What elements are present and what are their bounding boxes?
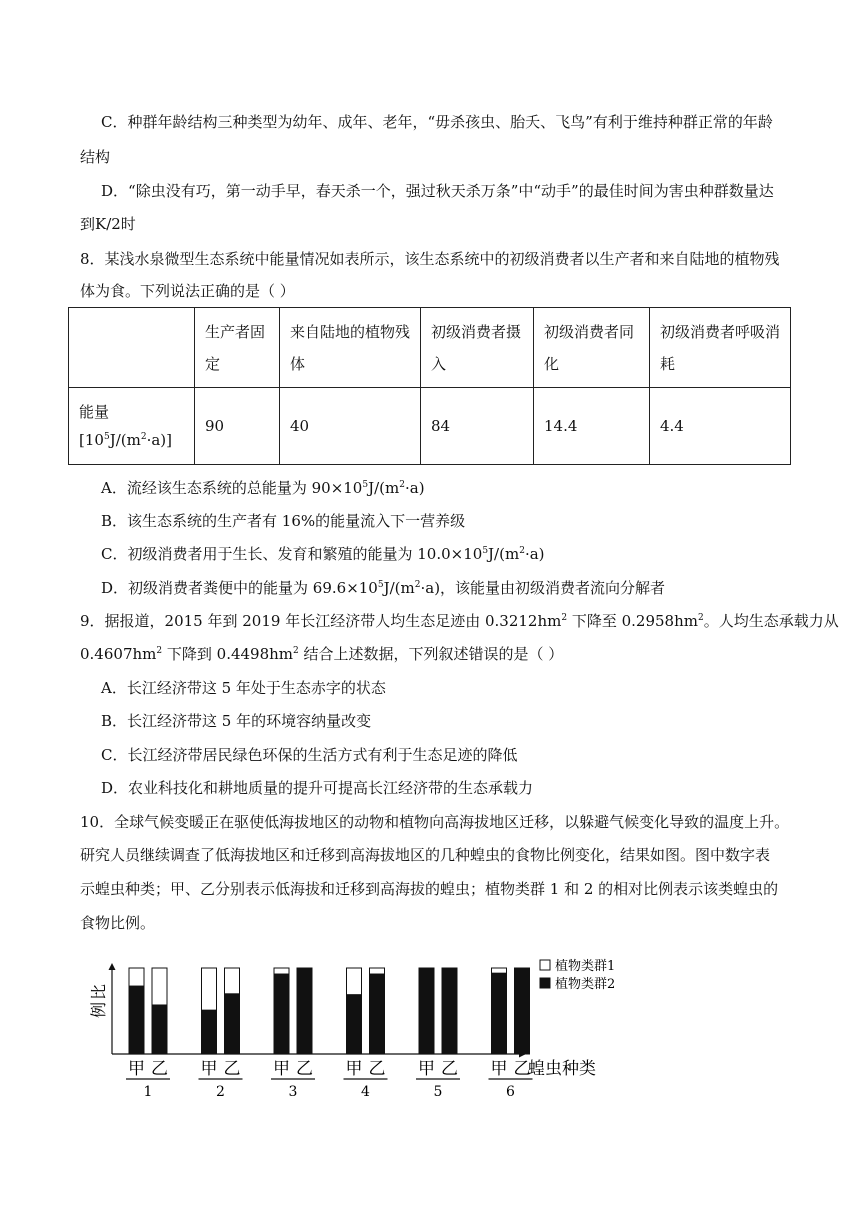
q8-option-c: C．初级消费者用于生长、发育和繁殖的能量为 $10.0\times 10^5J/(m^2\cdot a)$ [101,545,545,563]
q9-stem-line2: $0.4607hm^2$ 下降到 $0.4498hm^2$ 结合上述数据，下列叙述错误的是（ ） [80,645,564,663]
energy-value-respiration: 4.4 [650,388,791,465]
energy-table-header-intake: 初级消费者摄入 [421,308,534,388]
q10-stem-line2: 研究人员继续调查了低海拔地区和迁移到高海拔地区的几种蝗虫的食物比例变化，结果如图。图中数字表 [80,846,771,864]
q9-option-b: B．长江经济带这 5 年的环境容纳量改变 [101,712,372,730]
q8-option-b: B．该生态系统的生产者有 16%的能量流入下一营养级 [101,512,466,530]
x-group-label: 6 [506,1084,515,1098]
bar-group1 [129,968,144,986]
x-group-label: 4 [361,1084,370,1098]
bar-group2 [152,1005,167,1054]
bar-group2 [297,969,312,1054]
q10-stem-line4: 食物比例。 [80,914,156,932]
bar-group1 [202,968,217,1010]
bar-group1 [515,968,530,969]
x-subcategory-label: 乙 [223,1059,241,1079]
bar-group2 [225,994,240,1054]
bar-group2 [419,969,434,1054]
x-subcategory-label: 甲 [200,1059,218,1079]
q8-option-a: A．流经该生态系统的总能量为 $90\times 10^5J/(m^2\cdot a)$ [101,479,425,497]
bar-group2 [274,974,289,1054]
bar-group2 [129,986,144,1054]
energy-value-land-residue: 40 [280,388,421,465]
energy-label: 能量 [79,403,110,421]
q7-option-c-line2: 结构 [80,148,111,166]
energy-table-data-row [69,388,791,465]
x-axis-label: 蝗虫种类 [528,1059,596,1079]
bar-group1 [152,968,167,1005]
bar-group2 [347,995,362,1054]
y-axis-label: 比 [89,983,108,1001]
x-group-label: 2 [216,1084,225,1098]
x-group-label: 5 [433,1084,443,1098]
energy-table-header-row [69,308,791,388]
x-subcategory-label: 甲 [418,1059,435,1079]
energy-table-header-respiration: 初级消费者呼吸消耗 [650,308,791,388]
energy-unit: $[10^5J/(m^2\cdot a)]$ [79,431,172,449]
bar-group2 [370,974,385,1054]
bar-group1 [347,968,362,995]
q7-option-d-line1: D．“除虫没有巧，第一动手早，春天杀一个，强过秋天杀万条”中“动手”的最佳时间为害虫种群数量达 [101,182,774,200]
q9-option-c: C．长江经济带居民绿色环保的生活方式有利于生态足迹的降低 [101,746,518,764]
q8-option-d: D．初级消费者粪便中的能量为 $69.6\times 10^5J/(m^2\cdot a)$，该能量由初级消费者流向分解者 [101,579,666,597]
x-subcategory-label: 甲 [490,1059,508,1079]
x-subcategory-label: 乙 [441,1059,458,1079]
legend-label-group2: 植物类群2 [555,977,616,992]
bar-group1 [370,968,385,974]
x-subcategory-label: 乙 [513,1059,531,1079]
q9-option-a: A．长江经济带这 5 年处于生态赤字的状态 [101,679,386,697]
q7-option-d-line2: 到K/2时 [80,215,136,233]
q8-stem-line2: 体为食。下列说法正确的是（ ） [80,282,295,300]
bar-group1 [274,968,289,974]
energy-value-producer: 90 [195,388,280,465]
energy-value-assimilation: 14.4 [534,388,650,465]
legend-swatch-group1 [540,960,550,970]
energy-table-header-blank [69,308,195,388]
energy-table-header-land-residue: 来自陆地的植物残体 [280,308,421,388]
q9-option-d: D．农业科技化和耕地质量的提升可提高长江经济带的生态承载力 [101,779,534,797]
bar-group1 [297,968,312,969]
q9-stem-line1: 9．据报道，2015 年到 2019 年长江经济带人均生态足迹由 $0.3212hm^2$ 下降至 $0.2958hm^2$。人均生态承载力从 [80,612,839,630]
bar-group2 [442,969,457,1054]
bar-group2 [202,1010,217,1054]
legend-label-group1: 植物类群1 [555,959,616,974]
x-subcategory-label: 乙 [296,1059,313,1079]
energy-value-intake: 84 [421,388,534,465]
q7-option-c-line1: C．种群年龄结构三种类型为幼年、成年、老年，“毋杀孩虫、胎夭、飞鸟”有利于维持种群正常的年龄 [101,113,773,131]
energy-table-row-label [69,388,195,465]
energy-table [68,307,791,465]
y-axis-label: 例 [89,1001,108,1019]
bar-group1 [442,968,457,969]
q10-stem-line3: 示蝗虫种类；甲、乙分别表示低海拔和迁移到高海拔的蝗虫；植物类群 1 和 2 的相对比例表示该类蝗虫的 [80,880,779,898]
q10-stem-line1: 10．全球气候变暖正在驱使低海拔地区的动物和植物向高海拔地区迁移，以躲避气候变化导致的温度上升。 [80,813,790,831]
x-subcategory-label: 乙 [151,1059,168,1079]
bar-group2 [515,969,530,1054]
x-subcategory-label: 甲 [128,1059,145,1079]
bar-group1 [492,968,507,973]
energy-table-header-producer: 生产者固定 [195,308,280,388]
energy-table-header-assimilation: 初级消费者同化 [534,308,650,388]
y-axis-arrow [109,963,116,970]
bar-group2 [492,973,507,1054]
x-group-label: 3 [288,1084,298,1098]
x-subcategory-label: 甲 [273,1059,290,1079]
food-proportion-chart [80,958,680,1098]
bar-group1 [225,968,240,994]
x-subcategory-label: 甲 [345,1059,363,1079]
bar-group1 [419,968,434,969]
x-group-label: 1 [143,1084,153,1098]
q8-stem-line1: 8．某浅水泉微型生态系统中能量情况如表所示，该生态系统中的初级消费者以生产者和来自陆地的植物残 [80,250,780,268]
legend-swatch-group2 [540,978,550,988]
x-subcategory-label: 乙 [368,1059,386,1079]
